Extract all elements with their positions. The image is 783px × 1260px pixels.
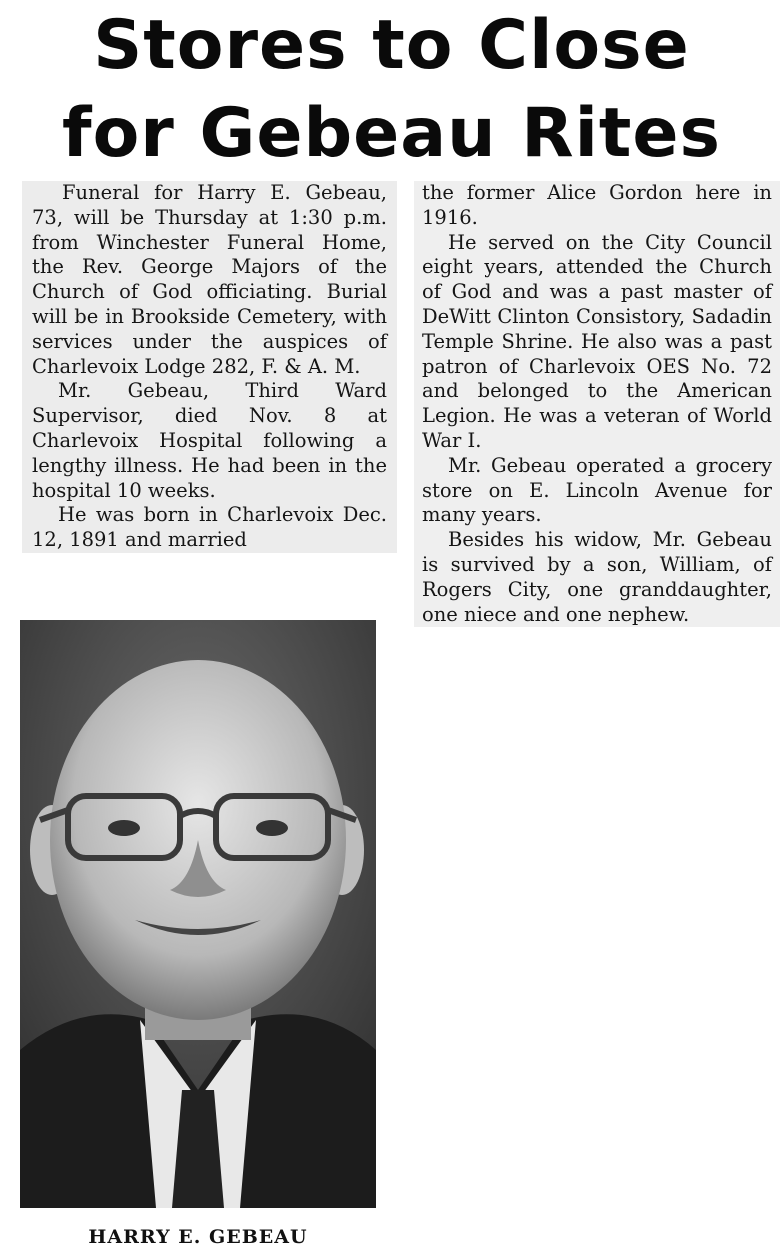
paragraph-funeral: Funeral for Harry E. Gebeau, 73, will be Thursday at 1:30 p.m. from Winchester Funeral Home, the Rev. George Majors of the Church of God officiating. Burial will be in Brookside Cemetery, with services under the auspices of Charlevoix Lodge 282, F. & A. M. — [32, 181, 387, 378]
photo-caption: HARRY E. GEBEAU — [88, 1226, 308, 1248]
paragraph-birth: He was born in Charlevoix Dec. 12, 1891 and married — [32, 503, 387, 552]
paragraph-death: Mr. Gebeau, Third Ward Supervisor, died Nov. 8 at Charlevoix Hospital following a lengthy illness. He had been in the hospital 10 weeks. — [32, 379, 387, 502]
paragraph-marriage-cont: the former Alice Gordon here in 1916. — [422, 181, 772, 229]
headline-line-1: Stores to Close — [93, 6, 690, 85]
portrait-photo — [20, 620, 376, 1208]
paragraph-grocery: Mr. Gebeau operated a grocery store on E. Lincoln Avenue for many years. — [422, 453, 772, 527]
article-right-column — [414, 181, 780, 627]
headline-line-2: for Gebeau Rites — [62, 94, 721, 173]
paragraph-service: He served on the City Council eight years, attended the Church of God and was a past master of DeWitt Clinton Consistory, Sadadin Temple Shrine. He also was a past patron of Charlevoix OES No. 72 and belonged to the American Legion. He was a veteran of World War I. — [422, 230, 772, 452]
portrait-illustration — [20, 620, 376, 1208]
article-left-column — [22, 181, 397, 553]
headline — [0, 2, 783, 178]
paragraph-survivors: Besides his widow, Mr. Gebeau is survived by a son, William, of Rogers City, one granddaughter, one niece and one nephew. — [422, 528, 772, 626]
